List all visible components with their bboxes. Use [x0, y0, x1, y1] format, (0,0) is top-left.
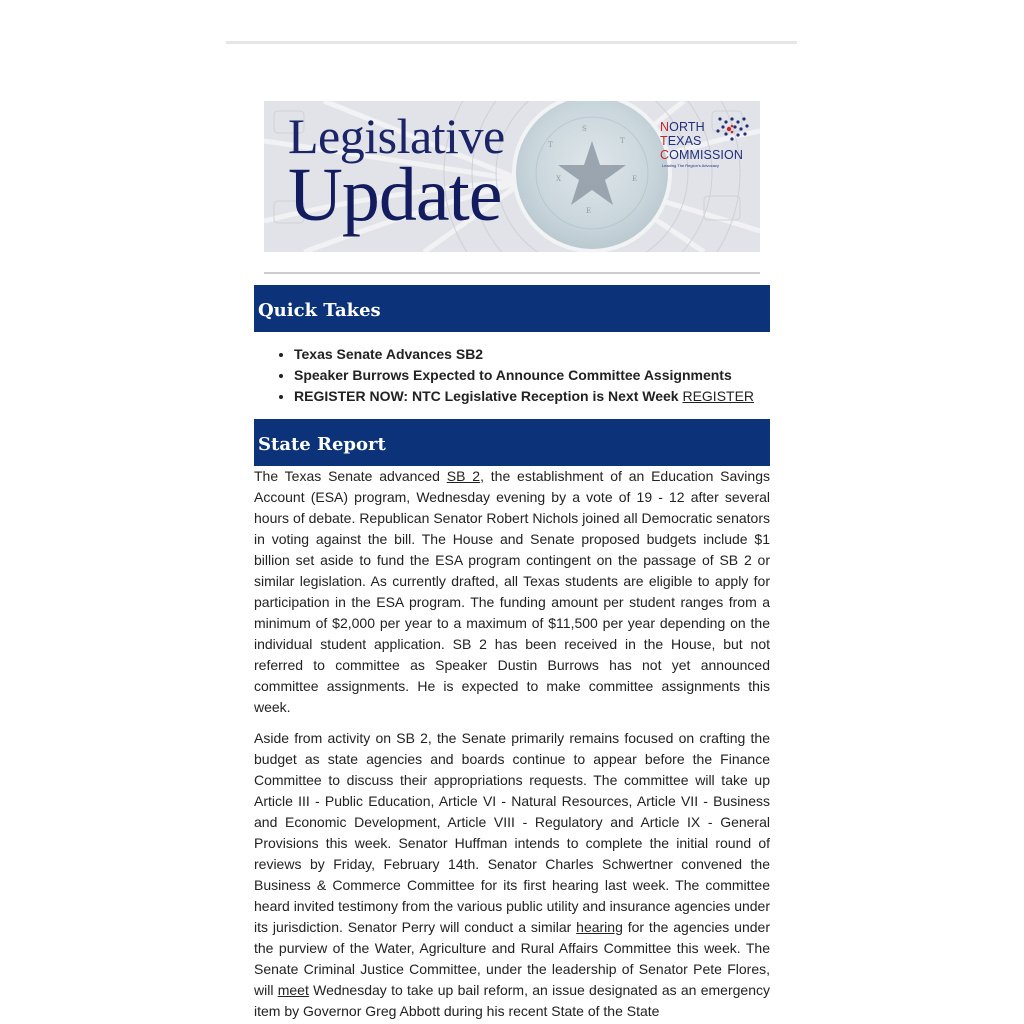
list-item: • Speaker Burrows Expected to Announce Committee Assignments: [294, 365, 824, 386]
logo-word-commission: COMMISSION: [660, 148, 743, 162]
logo-tagline: Leading The Region's Advocacy: [662, 163, 719, 168]
banner-title-update: Update: [288, 153, 502, 237]
state-report-paragraph-2: Aside from activity on SB 2, the Senate primarily remains focused on crafting the budget as state agencies and boards continue to appear before the Finance Committee to discuss their appropriations requests. The committee will take up Article III - Public Education, Article VI - Natural Resources, Article VII - Business and Economic Development, Article VIII - Regulatory and Article IX - General Provisions this week. Senator Huffman intends to complete the initial round of reviews by Friday, February 14th. Senator Charles Schwertner convened the Business & Commerce Committee for its first hearing last week. The committee heard invited testimony from the various public utility and insurance agencies under its jurisdiction. Senator Perry will conduct a similar hearing for the agencies under the purview of the Water, Agriculture and Rural Affairs Committee this week. The Senate Criminal Justice Committee, under the leadership of Senator Pete Flores, will meet Wednesday to take up bail reform, an issue designated as an emergency item by Governor Greg Abbott during his recent State of the State: [254, 730, 770, 1019]
logo-word-texas: TEXAS: [660, 134, 702, 148]
north-texas-commission-logo: [660, 119, 752, 171]
sb2-link[interactable]: SB 2: [446, 468, 481, 484]
quick-takes-heading: Quick Takes: [254, 285, 770, 332]
star-cluster-icon: [712, 115, 752, 145]
svg-text:T: T: [620, 137, 625, 145]
banner-title-legislative: Legislative: [288, 108, 505, 164]
hearing-link[interactable]: hearing: [576, 919, 623, 935]
meet-link[interactable]: meet: [277, 982, 309, 998]
legislative-update-banner: [264, 101, 760, 252]
state-report-paragraph-1: The Texas Senate advanced SB 2, the establishment of an Education Savings Account (ESA) program, Wednesday evening by a vote of 19 - 12 after several hours of debate. Republican Senator Robert Nichols joined all Democratic senators in voting against the bill. The House and Senate proposed budgets include $1 billion set aside to fund the ESA program contingent on the passage of SB 2 or similar legislation. As currently drafted, all Texas students are eligible to apply for participation in the ESA program. The funding amount per student ranges from a minimum of $2,000 per year to a maximum of $11,500 per year depending on the individual student application. SB 2 has been received in the House, but not referred to committee as Speaker Dustin Burrows has not yet announced committee assignments. He is expected to make committee assignments this week.: [254, 468, 770, 715]
svg-text:S: S: [582, 125, 587, 133]
svg-text:E: E: [632, 175, 638, 183]
svg-text:X: X: [556, 175, 561, 183]
banner-divider: [264, 272, 760, 274]
state-report-heading: State Report: [254, 419, 770, 466]
top-divider: [226, 41, 797, 44]
register-link[interactable]: REGISTER: [682, 388, 755, 404]
list-item: • REGISTER NOW: NTC Legislative Reception is Next Week REGISTER: [294, 386, 824, 407]
logo-word-north: NORTH: [660, 120, 705, 134]
list-item: • Texas Senate Advances SB2: [294, 344, 824, 365]
quick-takes-list: [254, 344, 824, 407]
svg-text:T: T: [548, 141, 553, 149]
svg-text:E: E: [586, 207, 592, 215]
